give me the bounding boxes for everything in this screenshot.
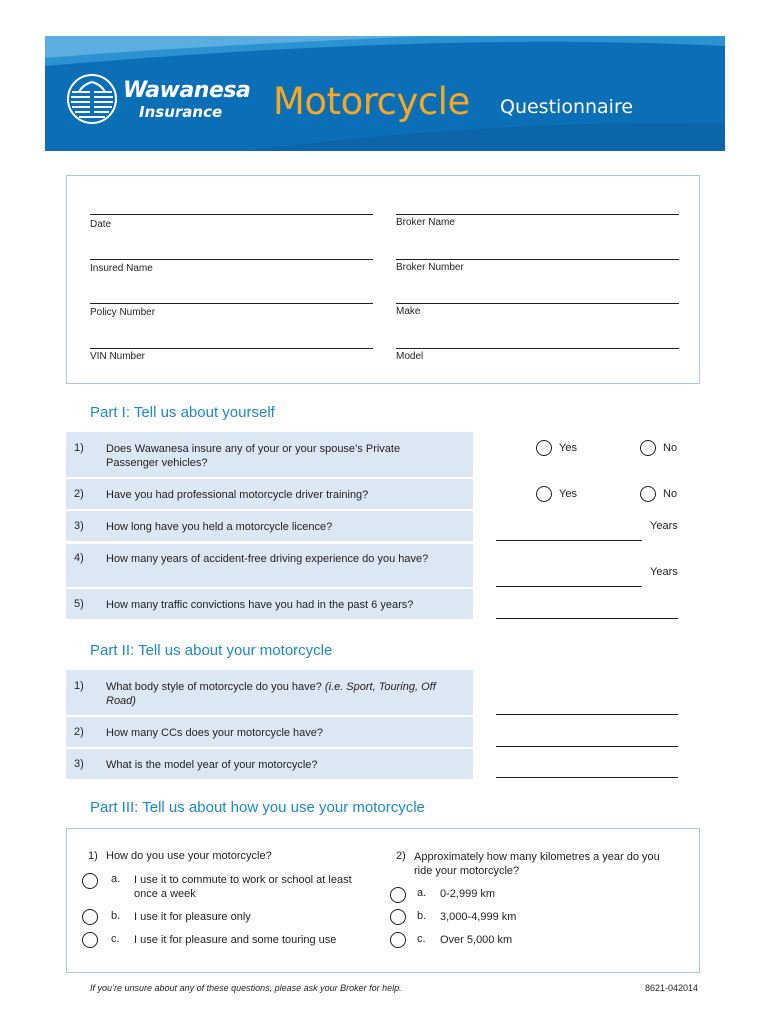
- part2-title: Part II: Tell us about your motorcycle: [90, 642, 333, 659]
- part2-question-2: [66, 717, 473, 747]
- question-number: 5): [74, 598, 84, 610]
- question-hint: (i.e. Sport, Touring, Off Road): [106, 681, 436, 707]
- page-subtitle: Questionnaire: [500, 96, 634, 118]
- insured-name-field[interactable]: [90, 259, 373, 260]
- question-text: [106, 680, 446, 708]
- q2-no-radio[interactable]: [640, 486, 656, 502]
- brand-name: Wawanesa: [123, 78, 251, 103]
- question-number: 3): [74, 758, 84, 770]
- km-option-c-letter: c.: [417, 933, 426, 945]
- part2-question-1: [66, 670, 473, 715]
- use-option-a-radio[interactable]: [82, 873, 98, 889]
- page-title: Motorcycle: [273, 80, 470, 123]
- question-number: 4): [74, 552, 84, 564]
- km-option-a-letter: a.: [417, 887, 427, 899]
- question-text: Does Wawanesa insure any of your or your spouse’s Private Passenger vehicles?: [106, 443, 401, 469]
- question-text: How long have you held a motorcycle licence?: [106, 521, 333, 533]
- use-option-b-letter: b.: [111, 910, 121, 922]
- vin-label: VIN Number: [90, 351, 146, 362]
- licence-years-field[interactable]: [496, 540, 642, 541]
- km-option-c-radio[interactable]: [390, 932, 406, 948]
- use-option-a-letter: a.: [111, 873, 121, 885]
- q2-yes-radio[interactable]: [536, 486, 552, 502]
- use-option-a-text: I use it to commute to work or school at least once a week: [134, 874, 352, 900]
- part1-question-1: [66, 432, 473, 477]
- brand-insurance: Insurance: [139, 103, 223, 121]
- part3-q1-text: How do you use your motorcycle?: [106, 850, 272, 862]
- model-year-field[interactable]: [496, 777, 678, 778]
- part1-question-4: [66, 544, 473, 587]
- q2-no-label: No: [663, 488, 678, 500]
- km-option-b-radio[interactable]: [390, 909, 406, 925]
- q1-yes-label: Yes: [559, 442, 577, 454]
- broker-number-label: Broker Number: [396, 262, 464, 273]
- km-option-c-text: Over 5,000 km: [440, 934, 513, 946]
- date-label: Date: [90, 219, 112, 230]
- question-number: 1): [74, 680, 84, 692]
- use-option-b-radio[interactable]: [82, 909, 98, 925]
- part3-q2-text: Approximately how many kilometres a year do you ride your motorcycle?: [414, 851, 660, 877]
- km-option-b-text: 3,000-4,999 km: [440, 911, 517, 923]
- question-text: Have you had professional motorcycle driver training?: [106, 489, 369, 501]
- header-banner: [45, 36, 725, 151]
- make-label: Make: [396, 306, 421, 317]
- policy-number-label: Policy Number: [90, 307, 156, 318]
- part1-question-2: [66, 479, 473, 509]
- part3-q1-number: 1): [88, 850, 98, 862]
- question-text: How many years of accident-free driving experience do you have?: [106, 553, 429, 565]
- question-number: 2): [74, 726, 84, 738]
- convictions-field[interactable]: [496, 618, 678, 619]
- broker-name-field[interactable]: [396, 214, 679, 215]
- question-text: How many CCs does your motorcycle have?: [106, 727, 324, 739]
- footer-note: If you’re unsure about any of these questions, please ask your Broker for help.: [90, 983, 402, 993]
- broker-number-field[interactable]: [396, 259, 679, 260]
- part1-question-3: [66, 511, 473, 541]
- make-field[interactable]: [396, 303, 679, 304]
- policy-number-field[interactable]: [90, 303, 373, 304]
- policy-info-box: [66, 175, 700, 384]
- question-text: How many traffic convictions have you had in the past 6 years?: [106, 599, 414, 611]
- question-text: What is the model year of your motorcycle?: [106, 759, 318, 771]
- years-label: Years: [650, 520, 678, 532]
- q1-yes-radio[interactable]: [536, 440, 552, 456]
- part1-title: Part I: Tell us about yourself: [90, 404, 275, 421]
- question-number: 3): [74, 520, 84, 532]
- insured-name-label: Insured Name: [90, 263, 153, 274]
- question-number: 2): [74, 488, 84, 500]
- use-option-c-radio[interactable]: [82, 932, 98, 948]
- question-number: 1): [74, 442, 84, 454]
- q1-no-radio[interactable]: [640, 440, 656, 456]
- question-main-text: What body style of motorcycle do you have?: [106, 681, 322, 693]
- accident-free-years-field[interactable]: [496, 586, 642, 587]
- part2-question-3: [66, 749, 473, 779]
- q2-yes-label: Yes: [559, 488, 577, 500]
- broker-name-label: Broker Name: [396, 217, 455, 228]
- use-option-b-text: I use it for pleasure only: [134, 911, 251, 923]
- model-field[interactable]: [396, 348, 679, 349]
- part3-q2-number: 2): [396, 850, 406, 862]
- km-option-a-radio[interactable]: [390, 887, 406, 903]
- model-label: Model: [396, 351, 424, 362]
- form-code: 8621-042014: [645, 983, 699, 993]
- part1-question-5: [66, 589, 473, 619]
- date-field[interactable]: [90, 214, 373, 215]
- wawanesa-logo-icon: [67, 74, 117, 124]
- cc-field[interactable]: [496, 746, 678, 747]
- vin-field[interactable]: [90, 348, 373, 349]
- years-label: Years: [650, 566, 678, 578]
- q1-no-label: No: [663, 442, 678, 454]
- km-option-a-text: 0-2,999 km: [440, 888, 496, 900]
- use-option-c-text: I use it for pleasure and some touring use: [134, 934, 337, 946]
- use-option-c-letter: c.: [111, 933, 120, 945]
- part3-title: Part III: Tell us about how you use your motorcycle: [90, 799, 425, 816]
- body-style-field[interactable]: [496, 714, 678, 715]
- km-option-b-letter: b.: [417, 910, 427, 922]
